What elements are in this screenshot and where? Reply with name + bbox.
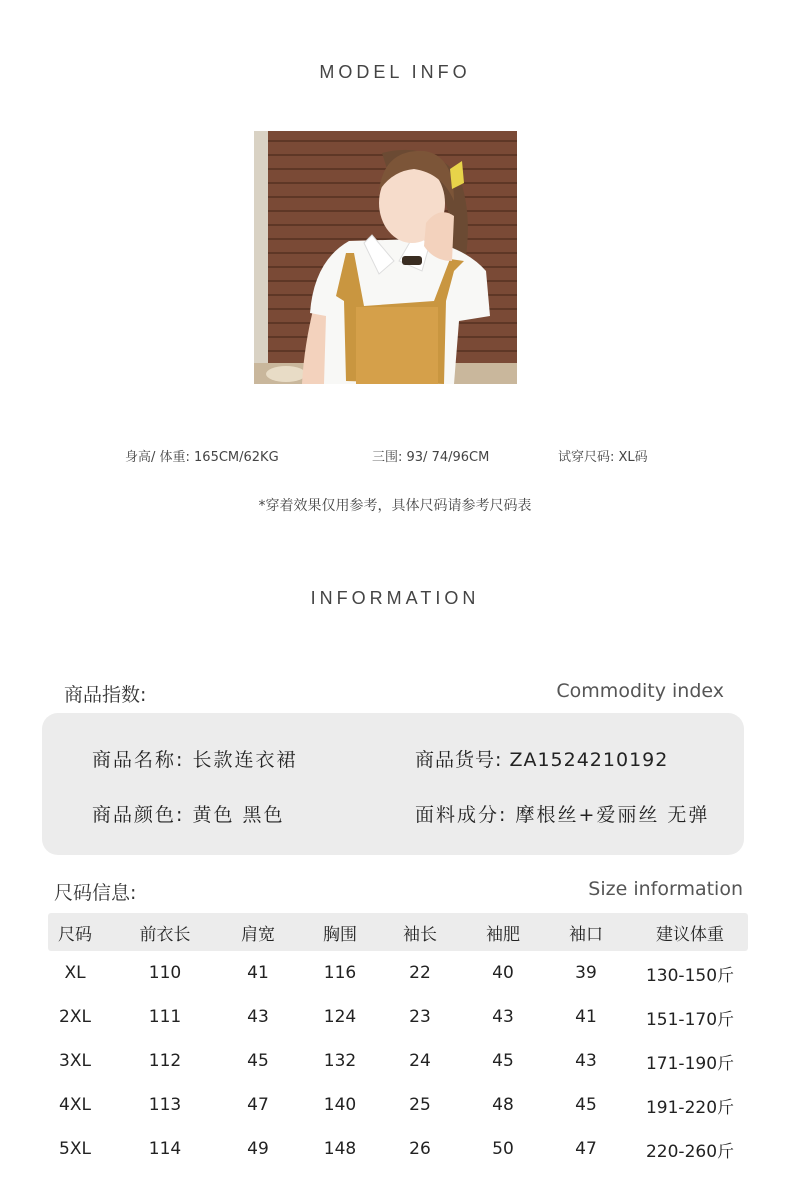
cell-shoulder: 49: [247, 1139, 269, 1159]
cell-weight: 130-150斤: [645, 965, 735, 986]
header-shoulder: 肩宽: [241, 924, 275, 945]
product-name: 商品名称: 长款连衣裙: [92, 749, 298, 771]
cell-length: 111: [148, 1007, 182, 1027]
cell-shoulder: 47: [247, 1095, 269, 1115]
product-color: 商品颜色: 黄色 黑色: [92, 804, 285, 826]
cell-sleeve-length: 23: [409, 1007, 431, 1027]
cell-shoulder: 45: [247, 1051, 269, 1071]
cell-sleeve-length: 25: [409, 1095, 431, 1115]
table-row: [48, 951, 748, 995]
cell-size: XL: [64, 963, 86, 983]
header-sleeve-length: 袖长: [403, 924, 437, 945]
cell-sleeve-length: 24: [409, 1051, 431, 1071]
header-length: 前衣长: [139, 924, 191, 945]
fitting-note: *穿着效果仅用参考，具体尺码请参考尺码表: [258, 498, 532, 514]
header-bust: 胸围: [323, 924, 357, 945]
commodity-heading-cn: 商品指数:: [64, 684, 147, 706]
cell-weight: 220-260斤: [645, 1141, 735, 1162]
cell-sleeve-length: 22: [409, 963, 431, 983]
information-title: INFORMATION: [310, 588, 480, 608]
product-code: 商品货号: ZA1524210192: [415, 749, 669, 771]
cell-size: 4XL: [59, 1095, 91, 1115]
cell-shoulder: 43: [247, 1007, 269, 1027]
cell-bust: 140: [323, 1095, 357, 1115]
cell-weight: 151-170斤: [645, 1009, 735, 1030]
cell-length: 113: [148, 1095, 182, 1115]
cell-cuff: 41: [575, 1007, 597, 1027]
cell-bust: 116: [323, 963, 357, 983]
product-fabric: 面料成分: 摩根丝+爱丽丝 无弹: [415, 804, 710, 826]
header-weight: 建议体重: [656, 924, 724, 945]
model-photo: [254, 131, 517, 384]
header-size: 尺码: [58, 924, 92, 945]
cell-bust: 132: [323, 1051, 357, 1071]
cell-bust: 124: [323, 1007, 357, 1027]
table-row: [48, 1039, 748, 1083]
cell-shoulder: 41: [247, 963, 269, 983]
cell-sleeve-width: 45: [492, 1051, 514, 1071]
cell-length: 112: [148, 1051, 182, 1071]
table-row: [48, 1127, 748, 1171]
header-sleeve-width: 袖肥: [486, 924, 520, 945]
cell-cuff: 39: [575, 963, 597, 983]
commodity-heading-en: Commodity index: [556, 680, 724, 702]
cell-size: 2XL: [59, 1007, 91, 1027]
model-height-weight: 身高/ 体重: 165CM/62KG: [125, 450, 279, 465]
size-heading-en: Size information: [588, 878, 743, 900]
cell-length: 114: [148, 1139, 182, 1159]
cell-bust: 148: [323, 1139, 357, 1159]
model-info-title: MODEL INFO: [319, 62, 471, 82]
cell-sleeve-width: 48: [492, 1095, 514, 1115]
cell-cuff: 43: [575, 1051, 597, 1071]
cell-cuff: 45: [575, 1095, 597, 1115]
cell-weight: 191-220斤: [645, 1097, 735, 1118]
cell-cuff: 47: [575, 1139, 597, 1159]
model-trial-size: 试穿尺码: XL码: [558, 450, 648, 465]
size-table-header: [48, 913, 748, 951]
commodity-panel: [42, 713, 744, 855]
table-row: [48, 1083, 748, 1127]
size-heading-cn: 尺码信息:: [54, 882, 137, 904]
cell-sleeve-width: 50: [492, 1139, 514, 1159]
size-table: [48, 913, 748, 1171]
cell-sleeve-width: 40: [492, 963, 514, 983]
cell-size: 5XL: [59, 1139, 91, 1159]
cell-length: 110: [148, 963, 182, 983]
header-cuff: 袖口: [569, 924, 603, 945]
table-row: [48, 995, 748, 1039]
cell-weight: 171-190斤: [645, 1053, 735, 1074]
cell-size: 3XL: [59, 1051, 91, 1071]
model-measurements: 三围: 93/ 74/96CM: [372, 450, 490, 465]
cell-sleeve-width: 43: [492, 1007, 514, 1027]
cell-sleeve-length: 26: [409, 1139, 431, 1159]
